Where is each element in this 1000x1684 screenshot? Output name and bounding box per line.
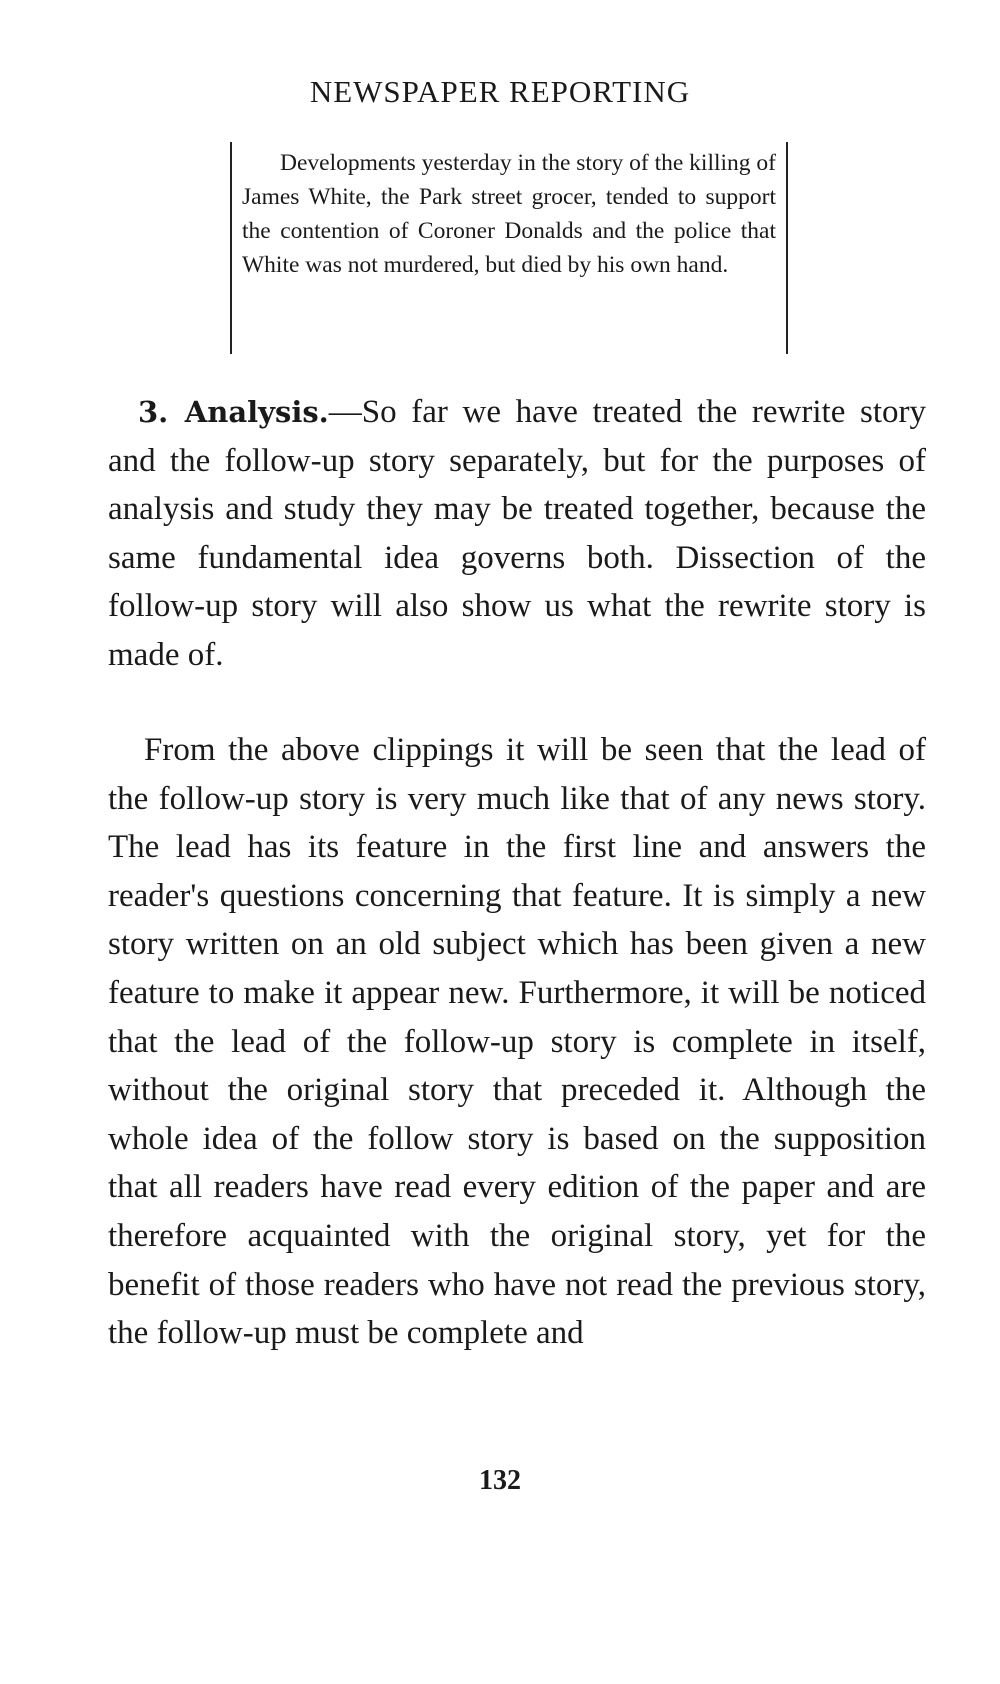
running-head: NEWSPAPER REPORTING xyxy=(309,74,691,109)
page-number: 132 xyxy=(479,1465,521,1496)
paragraph-analysis xyxy=(108,388,926,680)
paragraph-follow-up-lead: From the above clippings it will be seen that the lead of the follow-up story is very much like that of any news story. The lead has its feature in the first line and answers the reader's questions concerning that feature. It is simply a new story written on an old subject which has been given a new feature to make it appear new. Furthermore, it will be noticed that the lead of the follow-up story is complete in itself, without the original story that preceded it. Although the whole idea of the follow story is based on the supposition that all readers have read every edition of the paper and are therefore acquainted with the original story, yet for the benefit of those readers who have not read the previous story, the follow-up must be complete and xyxy=(108,732,926,1352)
newspaper-clipping: Developments yesterday in the story of the killing of James White, the Park street grocer, tended to support the contention of Coroner Donalds and the police that White was not murdered, but died by his own hand. xyxy=(230,142,788,354)
section-heading: 3. Analysis. xyxy=(138,395,329,429)
paragraph-analysis-text: —So far we have treated the rewrite story and the follow-up story separately, but for the purposes of analysis and study they may be treated together, because the same fundamental idea governs both. Dissection of the follow-up story will also show us what the rewrite story is made of. xyxy=(108,394,926,673)
